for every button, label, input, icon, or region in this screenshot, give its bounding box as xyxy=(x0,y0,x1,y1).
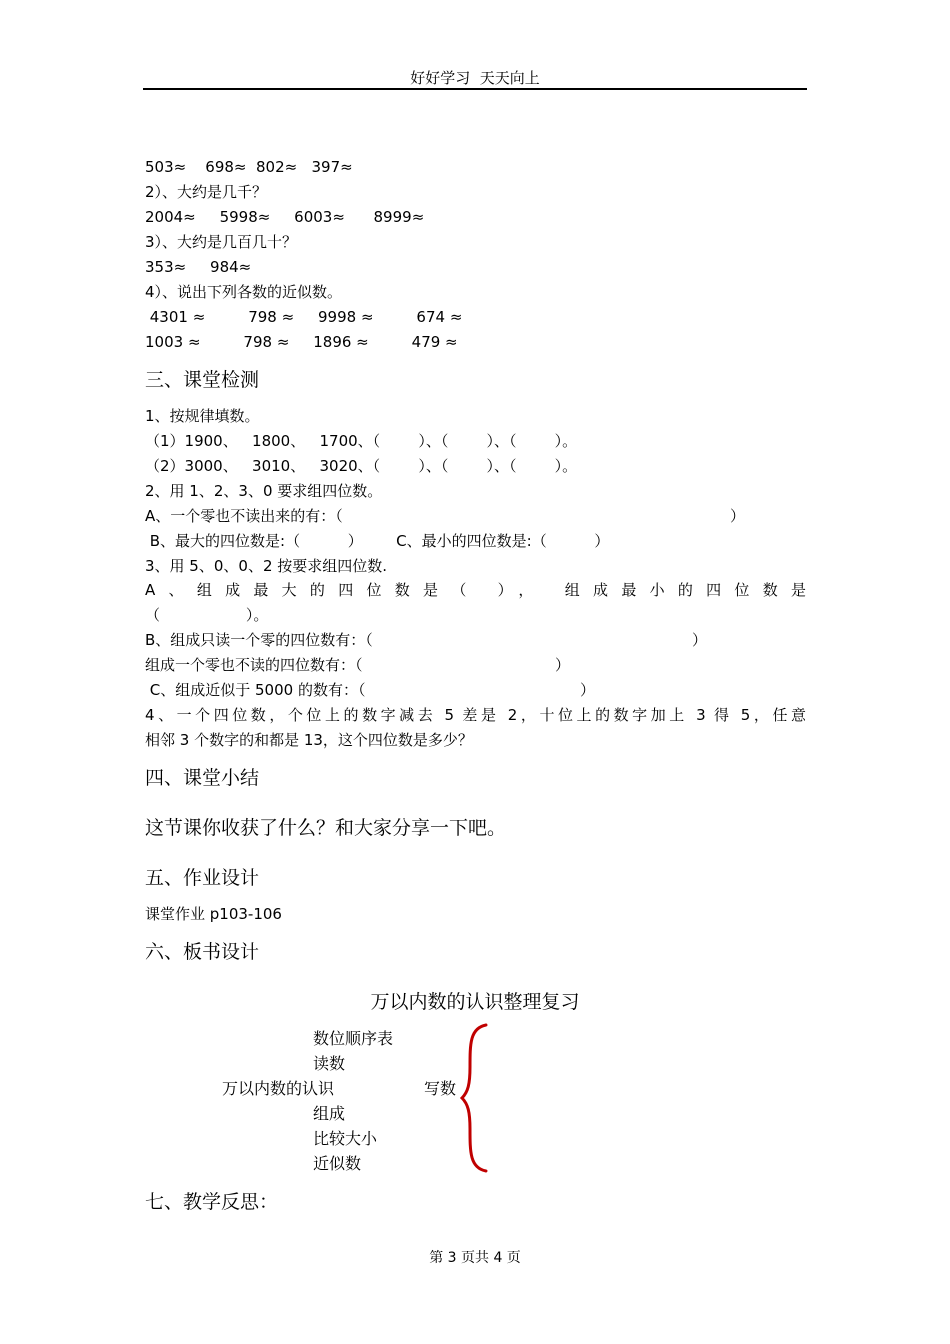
q3a-cont: （ ）。 xyxy=(145,606,269,624)
page-footer: 第 3 页共 4 页 xyxy=(429,1250,521,1266)
q1: 1、按规律填数。 xyxy=(145,407,260,425)
q3c-close: ） xyxy=(555,656,571,674)
q3: 3、用 5、0、0、2 按要求组四位数. xyxy=(145,557,388,575)
board-item-4: 比较大小 xyxy=(313,1129,378,1148)
approx-line-8: 1003 ≈ 798 ≈ 1896 ≈ 479 ≈ xyxy=(145,333,458,351)
section-6-heading: 六、板书设计 xyxy=(145,941,260,963)
q2a-close: ） xyxy=(730,507,746,525)
q3d-close: ） xyxy=(580,681,596,699)
approx-line-7: 4301 ≈ 798 ≈ 9998 ≈ 674 ≈ xyxy=(145,308,463,326)
q3b-close: ） xyxy=(692,631,708,649)
board-item-1: 数位顺序表 xyxy=(313,1029,394,1048)
board-title: 万以内数的认识整理复习 xyxy=(370,991,580,1013)
board-left-label: 万以内数的认识 xyxy=(222,1079,335,1098)
section-4-heading: 四、课堂小结 xyxy=(145,767,260,789)
approx-line-3: 2004≈ 5998≈ 6003≈ 8999≈ xyxy=(145,208,425,226)
section-5-heading: 五、作业设计 xyxy=(145,867,260,889)
header-rule xyxy=(143,88,807,90)
section-7-heading: 七、教学反思： xyxy=(145,1191,279,1213)
approx-line-4: 3）、大约是几百几十？ xyxy=(145,233,298,251)
approx-line-6: 4）、说出下列各数的近似数。 xyxy=(145,283,343,301)
board-item-2: 读数 xyxy=(313,1054,346,1073)
section-4-text: 这节课你收获了什么？和大家分享一下吧。 xyxy=(145,817,507,839)
section-3-heading: 三、课堂检测 xyxy=(145,369,260,391)
board-item-3: 组成 xyxy=(313,1104,346,1123)
q3b: B、组成只读一个零的四位数有：（ xyxy=(145,631,373,649)
q2a: A、一个零也不读出来的有：（ xyxy=(145,507,343,525)
q1b: （2）3000、 3010、 3020、（ ）、（ ）、（ ）。 xyxy=(145,457,578,475)
q3c: 组成一个零也不读的四位数有：（ xyxy=(145,656,363,674)
q2b: B、最大的四位数是:（ ） C、最小的四位数是:（ ） xyxy=(145,532,610,550)
q4-cont: 相邻 3 个数字的和都是 13，这个四位数是多少？ xyxy=(145,731,473,749)
approx-line-2: 2）、大约是几千？ xyxy=(145,183,268,201)
curly-brace-icon xyxy=(458,1022,492,1174)
q2: 2、用 1、2、3、0 要求组四位数。 xyxy=(145,482,383,500)
q3a: A、组成最大的四位数是（ ）， 组成最小的四位数是 xyxy=(145,581,806,599)
q3d: C、组成近似于 5000 的数有：（ xyxy=(145,681,366,699)
q1a: （1）1900、 1800、 1700、（ ）、（ ）、（ ）。 xyxy=(145,432,578,450)
board-right-label: 写数 xyxy=(424,1079,457,1098)
section-5-text: 课堂作业 p103-106 xyxy=(145,905,282,923)
header-text: 好好学习 天天向上 xyxy=(410,69,540,87)
q4: 4、一个四位数，个位上的数字减去 5 差是 2，十位上的数字加上 3 得 5，任意 xyxy=(145,706,806,724)
approx-line-5: 353≈ 984≈ xyxy=(145,258,252,276)
board-item-5: 近似数 xyxy=(313,1154,362,1173)
approx-line-1: 503≈ 698≈ 802≈ 397≈ xyxy=(145,158,353,176)
